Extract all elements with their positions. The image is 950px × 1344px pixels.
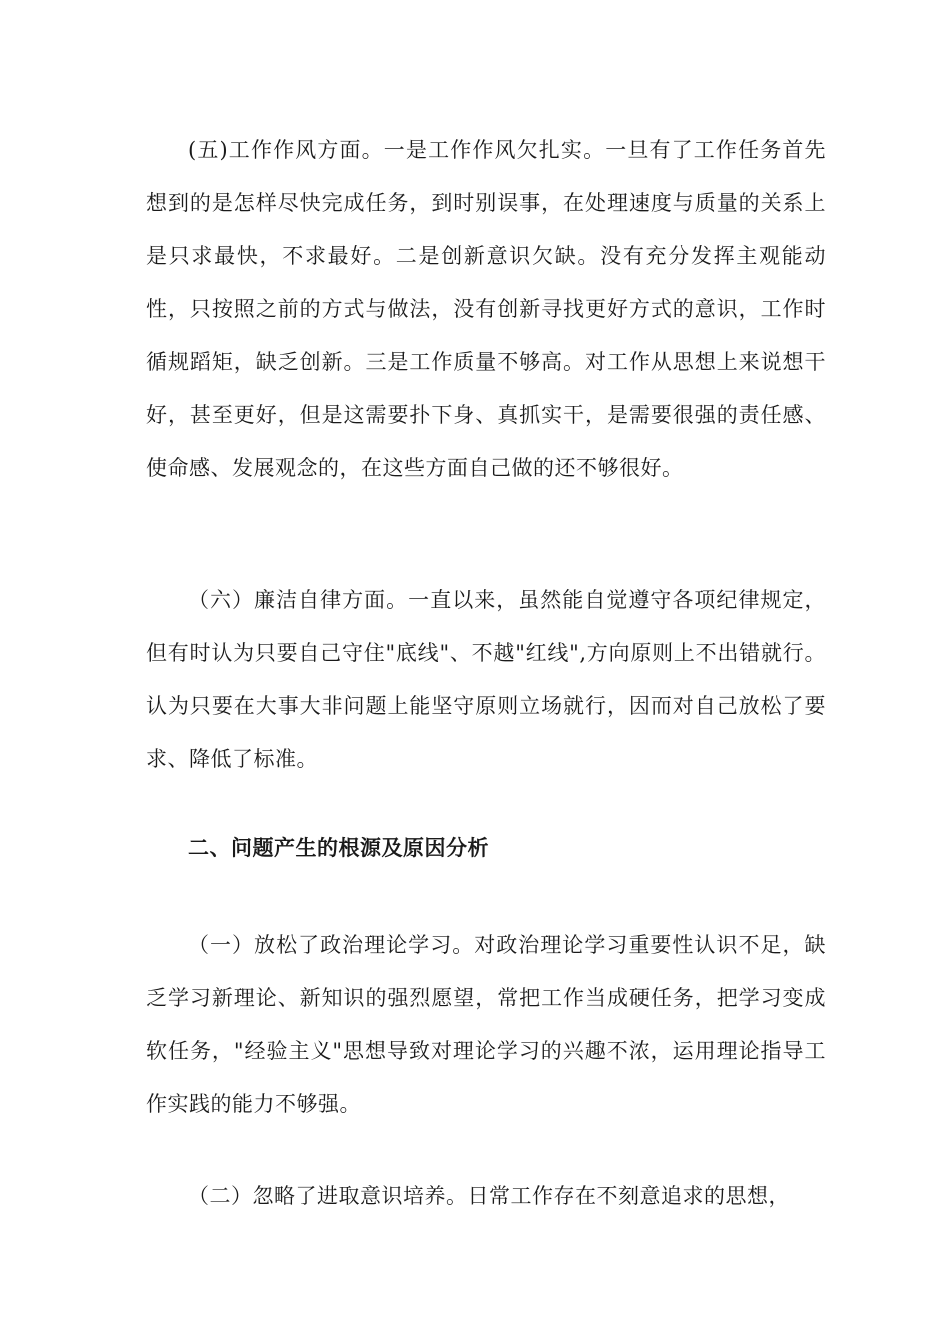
section-heading: 二、问题产生的根源及原因分析: [188, 836, 489, 860]
paragraph-enterprise-awareness: （二）忽略了进取意识培养。日常工作存在不刻意追求的思想，: [188, 1184, 790, 1208]
paragraph-integrity: （六）廉洁自律方面。一直以来，虽然能自觉遵守各项纪律规定，但有时认为只要自己守住"底线"、不越"红线",方向原则上不出错就行。认为只要在大事大非问题上能坚守原则立场就行，因而对自己放松了要求、降低了标准。: [146, 588, 826, 771]
paragraph-political-theory: （一）放松了政治理论学习。对政治理论学习重要性认识不足，缺乏学习新理论、新知识的强烈愿望，常把工作当成硬任务，把学习变成软任务，"经验主义"思想导致对理论学习的兴趣不浓，运用理论指导工作实践的能力不够强。: [146, 933, 826, 1116]
paragraph-work-style: (五)工作作风方面。一是工作作风欠扎实。一旦有了工作任务首先想到的是怎样尽快完成任务，到时别误事，在处理速度与质量的关系上是只求最快，不求最好。二是创新意识欠缺。没有充分发挥主观能动性，只按照之前的方式与做法，没有创新寻找更好方式的意识，工作时循规蹈矩，缺乏创新。三是工作质量不够高。对工作从思想上来说想干好，甚至更好，但是这需要扑下身、真抓实干，是需要很强的责任感、使命感、发展观念的，在这些方面自己做的还不够很好。: [146, 138, 826, 480]
